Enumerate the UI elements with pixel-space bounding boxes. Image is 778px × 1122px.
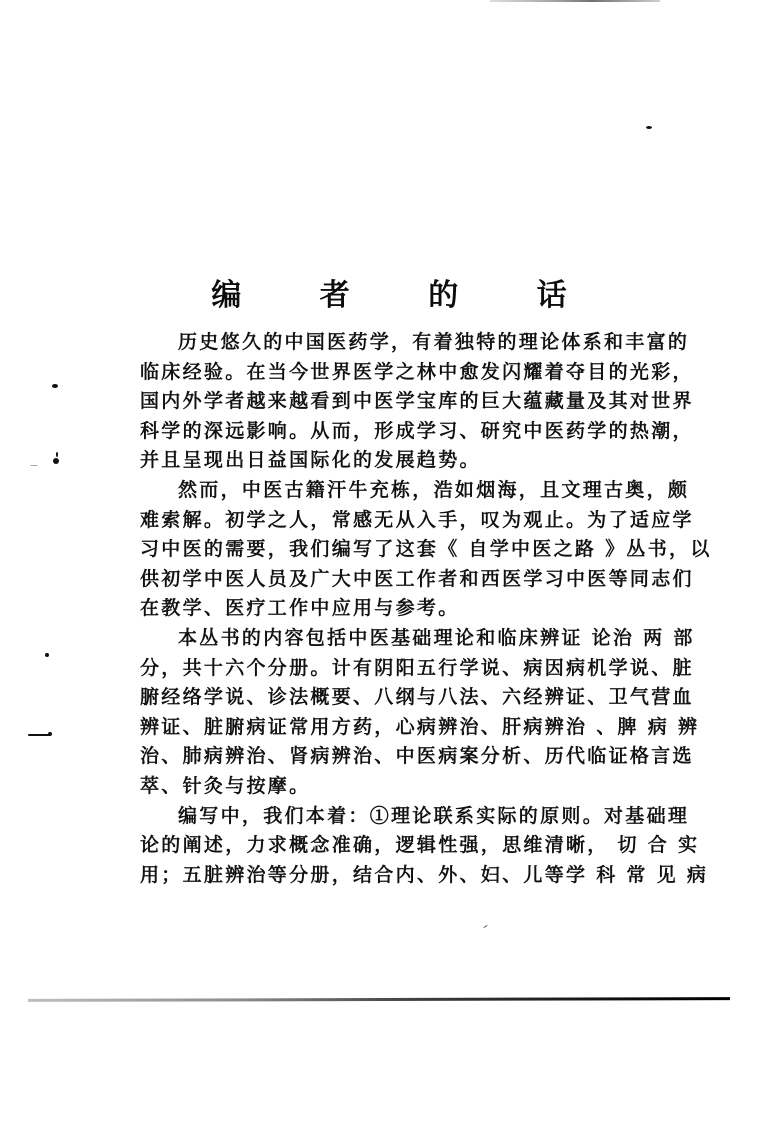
preface-body	[140, 328, 712, 890]
scan-speck	[30, 465, 38, 466]
text-line: 习中医的需要，我们编写了这套《 自学中医之路 》丛书，以	[140, 538, 712, 561]
text-line: 临床经验。在当今世界医学之林中愈发闪耀着夺目的光彩，	[140, 360, 694, 383]
text-line: 供初学中医人员及广大中医工作者和西医学习中医等同志们	[140, 567, 694, 590]
scan-speck	[48, 732, 52, 736]
scan-speck	[56, 452, 58, 457]
text-line: 历史悠久的中国医药学，有着独特的理论体系和丰富的	[178, 331, 690, 353]
text-line: 并且呈现出日益国际化的发展趋势。	[140, 449, 481, 472]
text-line: 萃、针灸与按摩。	[140, 774, 311, 797]
text-line: 国内外学者越来越看到中医学宝库的巨大蕴藏量及其对世界	[140, 390, 694, 413]
text-line: 论的阐述，力求概念准确，逻辑性强，思维清晰， 切 合 实	[140, 834, 700, 857]
scan-speck	[45, 653, 49, 657]
paragraph-3	[140, 624, 700, 802]
scan-speck	[53, 458, 59, 464]
paragraph-4	[140, 802, 709, 891]
scan-speck	[28, 734, 50, 736]
scan-edge-artifact	[490, 0, 660, 2]
text-line: 在教学、医疗工作中应用与参考。	[140, 597, 460, 620]
paragraph-1	[140, 328, 694, 476]
paragraph-2	[140, 476, 712, 624]
text-line: 编写中，我们本着：①理论联系实际的原则。对基础理	[178, 804, 690, 827]
text-line: 分，共十六个分册。计有阴阳五行学说、病因病机学说、脏	[140, 656, 694, 679]
text-line: 然而，中医古籍汗牛充栋，浩如烟海，且文理古奥，颇	[178, 478, 690, 501]
text-line: 治、肺病辨治、肾病辨治、中医病案分析、历代临证格言选	[140, 745, 694, 768]
page-bottom-scan-line	[28, 997, 730, 1002]
text-line: 腑经络学说、诊法概要、八纲与八法、六经辨证、卫气营血	[140, 686, 694, 709]
text-line: 本丛书的内容包括中医基础理论和临床辨证 论治 两 部	[178, 626, 695, 649]
text-line: 用；五脏辨治等分册，结合内、外、妇、儿等学 科 常 见 病	[140, 863, 709, 886]
scan-speck	[646, 126, 652, 129]
text-line: 科学的深远影响。从而，形成学习、研究中医药学的热潮，	[140, 419, 694, 442]
text-line: 辨证、脏腑病证常用方药，心病辨治、肝病辨治 、脾 病 辨	[140, 715, 700, 738]
text-line: 难索解。初学之人，常感无从入手，叹为观止。为了适应学	[140, 508, 694, 531]
scan-speck	[483, 925, 488, 929]
page-title: 编 者 的 话	[211, 278, 601, 314]
scan-speck	[52, 384, 58, 388]
